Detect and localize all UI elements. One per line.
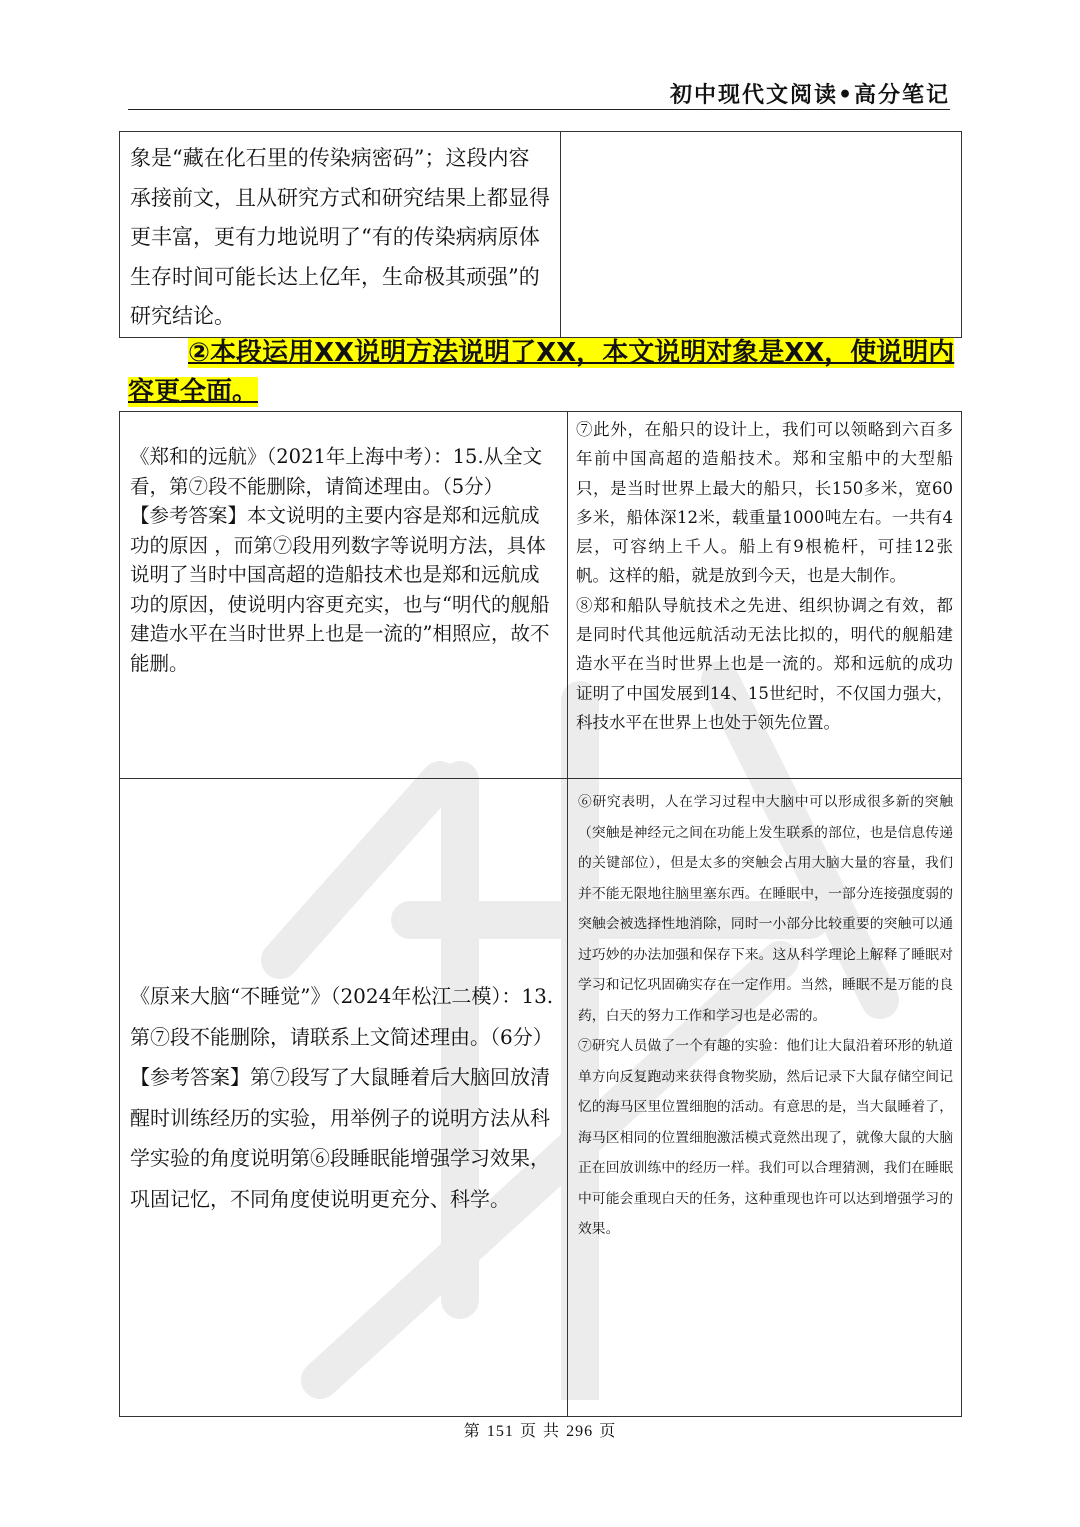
question-cell (120, 412, 568, 779)
answer-text (130, 501, 557, 678)
table-row (120, 412, 962, 779)
template-sentence-text: ②本段运用XX说明方法说明了XX，本文说明对象是XX，使说明内容更全面。 (128, 338, 955, 407)
footer-prefix: 第 (463, 1421, 481, 1440)
total-pages: 296 (566, 1423, 594, 1440)
answer-text (130, 1057, 557, 1219)
header-divider (128, 109, 950, 110)
passage-paragraph: ⑥研究表明，人在学习过程中大脑中可以形成很多新的突触（突触是神经元之间在功能上发生联系的部位，也是信息传递的关键部位），但是太多的突触会占用大脑大量的容量，我们并不能无限地往脑里塞东西。在睡眠中，一部分连接强度弱的突触会被选择性地消除，同时一小部分比较重要的突触可以通过巧妙的办法加强和保存下来。这从科学理论上解释了睡眠对学习和记忆巩固确实存在一定作用。当然，睡眠不是万能的良药，白天的努力工作和学习也是必需的。 (578, 794, 953, 1024)
question-text: 《原来大脑“不睡觉”》（2024年松江二模）：13.第⑦段不能删除，请联系上文简述理由。（6分） (130, 984, 554, 1049)
page-footer (0, 1418, 1080, 1441)
continuation-text: 象是“藏在化石里的传染病密码”；这段内容承接前文，且从研究方式和研究结果上都显得更丰富，更有力地说明了“有的传染病病原体生存时间可能长达上亿年，生命极其顽强”的研究结论。 (130, 146, 550, 329)
footer-middle: 页 共 (519, 1421, 561, 1440)
continuation-table (119, 131, 962, 338)
answer-label: 【参考答案】 (130, 504, 248, 527)
question-text: 《郑和的远航》（2021年上海中考）：15.从全文看，第⑦段不能删除，请简述理由。（5分） (130, 445, 543, 498)
page-number: 151 (486, 1423, 514, 1440)
question-cell (120, 779, 568, 1417)
answer-body: 第⑦段写了大鼠睡着后大脑回放清醒时训练经历的实验，用举例子的说明方法从科学实验的角度说明第⑥段睡眠能增强学习效果，巩固记忆，不同角度使说明更充分、科学。 (130, 1065, 550, 1211)
examples-table (119, 411, 962, 1417)
template-sentence (128, 334, 958, 412)
passage-cell (568, 779, 962, 1417)
passage-paragraph: ⑦此外，在船只的设计上，我们可以领略到六百多年前中国高超的造船技术。郑和宝船中的大型船只，是当时世界上最大的船只，长150多米，宽60多米，船体深12米，载重量1000吨左右。一共有4层，可容纳上千人。船上有9根桅杆，可挂12张帆。这样的船，就是放到今天，也是大制作。 (576, 420, 953, 586)
passage-cell (568, 412, 962, 779)
passage-paragraph: ⑧郑和船队导航技术之先进、组织协调之有效，都是同时代其他远航活动无法比拟的，明代的舰船建造水平在当时世界上也是一流的。郑和远航的成功证明了中国发展到14、15世纪时，不仅国力强大，科技水平在世界上也处于领先位置。 (576, 595, 953, 732)
page-header-title: 初中现代文阅读•高分笔记 (669, 82, 950, 108)
table-row (120, 779, 962, 1417)
footer-suffix: 页 (599, 1421, 617, 1440)
continuation-right-cell (561, 132, 962, 338)
continuation-left-cell (120, 132, 561, 338)
answer-body: 本文说明的主要内容是郑和远航成功的原因 ，而第⑦段用列数字等说明方法，具体说明了当时中国高超的造船技术也是郑和远航成功的原因，使说明内容更充实，也与“明代的舰船建造水平在当时世界上也是一流的”相照应，故不能删。 (130, 504, 550, 675)
passage-paragraph: ⑦研究人员做了一个有趣的实验：他们让大鼠沿着环形的轨道单方向反复跑动来获得食物奖励，然后记录下大鼠存储空间记忆的海马区里位置细胞的活动。有意思的是，当大鼠睡着了，海马区相同的位置细胞激活模式竟然出现了，就像大鼠的大脑正在回放训练中的经历一样。我们可以合理猜测，我们在睡眠中可能会重现白天的任务，这种重现也许可以达到增强学习的效果。 (578, 1038, 953, 1237)
answer-label: 【参考答案】 (130, 1065, 250, 1089)
